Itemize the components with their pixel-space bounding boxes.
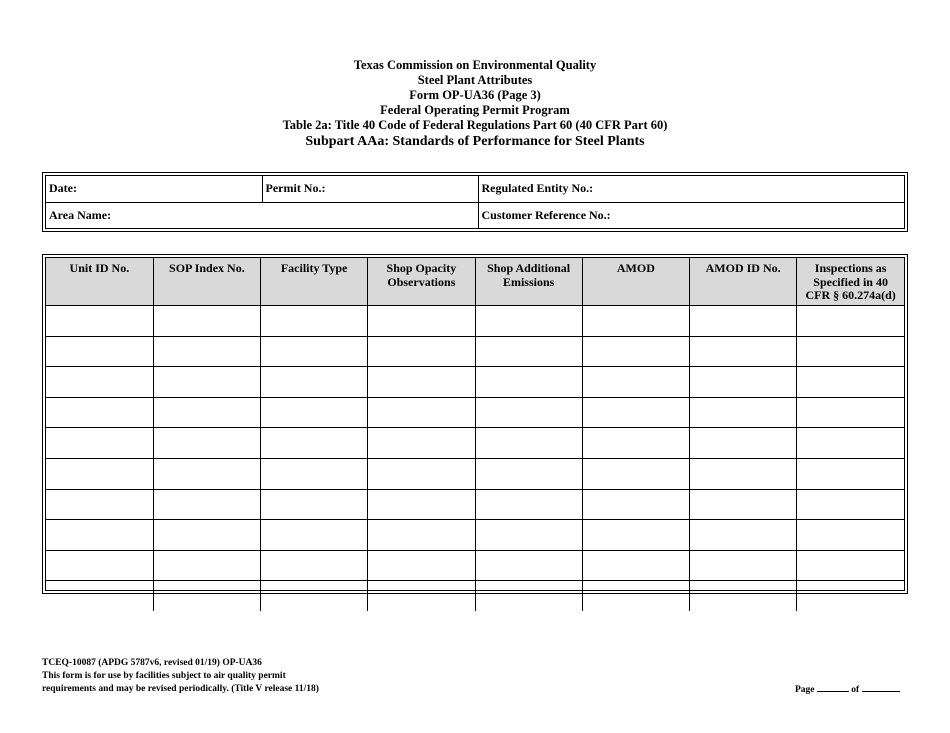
table-cell[interactable]	[261, 397, 368, 428]
table-cell[interactable]	[797, 520, 904, 551]
permit-info-table	[42, 172, 908, 232]
table-cell[interactable]	[153, 489, 260, 520]
table-cell[interactable]	[690, 367, 797, 398]
table-cell[interactable]	[46, 306, 153, 337]
column-header-shop-emissions: Shop Additional Emissions	[475, 258, 582, 306]
usage-note-1: This form is for use by facilities subject to air quality permit	[42, 671, 286, 681]
table-cell[interactable]	[582, 489, 689, 520]
table-cell[interactable]	[261, 428, 368, 459]
column-header-amod: AMOD	[582, 258, 689, 306]
table-cell[interactable]	[46, 458, 153, 489]
table-cell[interactable]	[582, 336, 689, 367]
column-header-amod-id: AMOD ID No.	[690, 258, 797, 306]
table-row	[46, 428, 904, 459]
table-cell[interactable]	[582, 458, 689, 489]
table-cell[interactable]	[690, 428, 797, 459]
table-cell[interactable]	[261, 367, 368, 398]
area-name-field[interactable]: Area Name:	[46, 202, 478, 228]
table-cell[interactable]	[368, 336, 475, 367]
table-cell[interactable]	[582, 397, 689, 428]
table-cell[interactable]	[153, 581, 260, 611]
table-cell[interactable]	[690, 458, 797, 489]
permit-number-field[interactable]: Permit No.:	[262, 176, 478, 202]
table-cell[interactable]	[46, 428, 153, 459]
column-header-sop-index: SOP Index No.	[153, 258, 260, 306]
usage-note-2: requirements and may be revised periodically. (Title V release 11/18)	[42, 684, 319, 694]
table-body	[46, 306, 904, 611]
table-cell[interactable]	[475, 520, 582, 551]
table-cell[interactable]	[153, 428, 260, 459]
table-cell[interactable]	[368, 367, 475, 398]
table-cell[interactable]	[46, 489, 153, 520]
table-cell[interactable]	[46, 397, 153, 428]
table-cell[interactable]	[690, 397, 797, 428]
table-row	[46, 458, 904, 489]
table-cell[interactable]	[475, 367, 582, 398]
table-cell[interactable]	[153, 336, 260, 367]
table-row	[46, 489, 904, 520]
table-cell[interactable]	[153, 397, 260, 428]
table-cell[interactable]	[475, 397, 582, 428]
table-row	[46, 336, 904, 367]
table-cell[interactable]	[690, 489, 797, 520]
table-cell[interactable]	[582, 581, 689, 611]
table-cell[interactable]	[690, 520, 797, 551]
table-cell[interactable]	[797, 489, 904, 520]
table-cell[interactable]	[153, 520, 260, 551]
table-cell[interactable]	[46, 520, 153, 551]
table-cell[interactable]	[475, 336, 582, 367]
table-header-row	[46, 258, 904, 306]
of-label: of	[851, 685, 860, 695]
table-cell[interactable]	[582, 520, 689, 551]
page-label: Page	[795, 685, 815, 695]
customer-reference-field[interactable]: Customer Reference No.:	[478, 202, 904, 228]
form-number: Form OP-UA36 (Page 3)	[409, 88, 541, 102]
table-cell[interactable]	[475, 489, 582, 520]
table-cell[interactable]	[797, 397, 904, 428]
table-row	[46, 397, 904, 428]
column-header-shop-opacity: Shop Opacity Observations	[368, 258, 475, 306]
table-cell[interactable]	[368, 520, 475, 551]
table-cell[interactable]	[475, 458, 582, 489]
table-cell[interactable]	[368, 489, 475, 520]
table-cell[interactable]	[261, 336, 368, 367]
table-cell[interactable]	[261, 306, 368, 337]
table-cell[interactable]	[368, 581, 475, 611]
table-cell[interactable]	[261, 520, 368, 551]
table-cell[interactable]	[46, 336, 153, 367]
table-cell[interactable]	[368, 428, 475, 459]
table-cell[interactable]	[368, 550, 475, 581]
page-number	[795, 681, 900, 697]
table-cell[interactable]	[797, 458, 904, 489]
column-header-facility-type: Facility Type	[261, 258, 368, 306]
table-cell[interactable]	[153, 550, 260, 581]
program-title: Federal Operating Permit Program	[380, 103, 570, 117]
table-cell[interactable]	[261, 581, 368, 611]
table-cell[interactable]	[797, 550, 904, 581]
table-cell[interactable]	[797, 336, 904, 367]
table-cell[interactable]	[582, 428, 689, 459]
table-cell[interactable]	[582, 367, 689, 398]
table-cell[interactable]	[582, 306, 689, 337]
table-cell[interactable]	[475, 306, 582, 337]
table-cell[interactable]	[46, 367, 153, 398]
form-header	[0, 58, 950, 150]
table-cell[interactable]	[261, 489, 368, 520]
table-cell[interactable]	[690, 306, 797, 337]
table-row	[46, 306, 904, 337]
table-cell[interactable]	[46, 581, 153, 611]
table-cell[interactable]	[475, 550, 582, 581]
table-row	[46, 367, 904, 398]
table-cell[interactable]	[153, 458, 260, 489]
table-cell[interactable]	[797, 428, 904, 459]
table-cell[interactable]	[797, 306, 904, 337]
attributes-table	[42, 254, 908, 594]
table-row	[46, 581, 904, 611]
table-cell[interactable]	[153, 367, 260, 398]
page-total-blank[interactable]	[862, 681, 900, 692]
table-cell[interactable]	[261, 458, 368, 489]
table-cell[interactable]	[46, 550, 153, 581]
form-footer	[42, 657, 319, 696]
table-cell[interactable]	[582, 550, 689, 581]
table-cell[interactable]	[797, 367, 904, 398]
table-cell[interactable]	[797, 581, 904, 611]
column-header-inspections: Inspections as Specified in 40 CFR § 60.274a(d)	[797, 258, 904, 306]
table-row	[46, 550, 904, 581]
table-cell[interactable]	[153, 306, 260, 337]
table-cell[interactable]	[368, 458, 475, 489]
table-title: Table 2a: Title 40 Code of Federal Regulations Part 60 (40 CFR Part 60)	[282, 118, 668, 132]
table-cell[interactable]	[475, 581, 582, 611]
form-revision: TCEQ-10087 (APDG 5787v6, revised 01/19) OP-UA36	[42, 658, 262, 668]
column-header-unit-id: Unit ID No.	[46, 258, 153, 306]
page-number-blank[interactable]	[817, 681, 849, 692]
table-row	[46, 520, 904, 551]
table-cell[interactable]	[690, 581, 797, 611]
regulated-entity-field[interactable]: Regulated Entity No.:	[478, 176, 904, 202]
table-cell[interactable]	[261, 550, 368, 581]
table-cell[interactable]	[690, 336, 797, 367]
form-subject: Steel Plant Attributes	[417, 73, 533, 87]
date-field[interactable]: Date:	[46, 176, 262, 202]
agency-title: Texas Commission on Environmental Quality	[353, 58, 597, 72]
table-cell[interactable]	[368, 397, 475, 428]
table-cell[interactable]	[690, 550, 797, 581]
subpart-title: Subpart AAa: Standards of Performance for Steel Plants	[305, 134, 645, 149]
table-cell[interactable]	[368, 306, 475, 337]
table-cell[interactable]	[475, 428, 582, 459]
